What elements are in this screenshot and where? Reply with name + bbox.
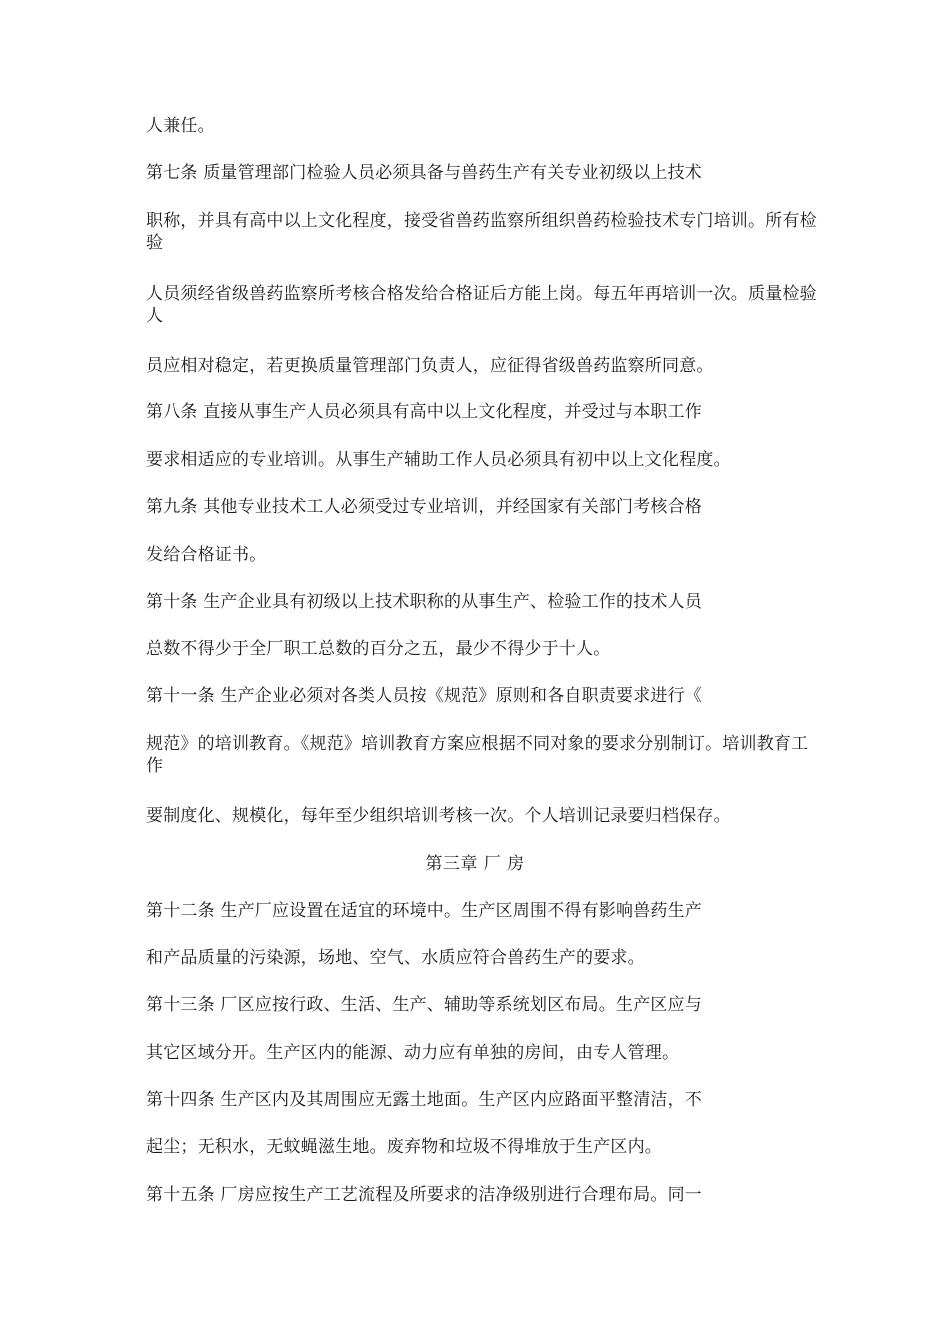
article-7-line-3: 人员须经省级兽药监察所考核合格发给合格证后方能上岗。每五年再培训一次。质量检验人 — [146, 284, 817, 326]
article-10-line-1: 第十条 生产企业具有初级以上技术职称的从事生产、检验工作的技术人员 — [146, 592, 703, 612]
article-15-line-1: 第十五条 厂房应按生产工艺流程及所要求的洁净级别进行合理布局。同一 — [146, 1185, 703, 1205]
article-7-line-2: 职称，并具有高中以上文化程度，接受省兽药监察所组织兽药检验技术专门培训。所有检验 — [146, 211, 817, 253]
article-10-line-2: 总数不得少于全厂职工总数的百分之五，最少不得少于十人。 — [146, 639, 611, 659]
article-12-line-2: 和产品质量的污染源，场地、空气、水质应符合兽药生产的要求。 — [146, 948, 645, 968]
article-8-line-1: 第八条 直接从事生产人员必须具有高中以上文化程度，并受过与本职工作 — [146, 402, 703, 422]
article-14-line-2: 起尘；无积水，无蚊蝇滋生地。废弃物和垃圾不得堆放于生产区内。 — [146, 1137, 662, 1157]
article-11-line-2: 规范》的培训教育。《规范》培训教育方案应根据不同对象的要求分别制订。培训教育工作 — [146, 734, 809, 776]
article-11-line-3: 要制度化、规模化，每年至少组织培训考核一次。个人培训记录要归档保存。 — [146, 806, 731, 826]
article-7-line-4: 员应相对稳定，若更换质量管理部门负责人，应征得省级兽药监察所同意。 — [146, 356, 714, 376]
article-9-line-1: 第九条 其他专业技术工人必须受过专业培训，并经国家有关部门考核合格 — [146, 497, 703, 517]
article-7-line-1: 第七条 质量管理部门检验人员必须具备与兽药生产有关专业初级以上技术 — [146, 163, 703, 183]
article-11-line-1: 第十一条 生产企业必须对各类人员按《规范》原则和各自职责要求进行《 — [146, 686, 703, 706]
article-9-line-2: 发给合格证书。 — [146, 545, 267, 565]
text-line: 人兼任。 — [146, 116, 215, 136]
article-8-line-2: 要求相适应的专业培训。从事生产辅助工作人员必须具有初中以上文化程度。 — [146, 450, 731, 470]
article-13-line-1: 第十三条 厂区应按行政、生活、生产、辅助等系统划区布局。生产区应与 — [146, 995, 703, 1015]
chapter-heading: 第三章 厂 房 — [425, 854, 525, 874]
article-14-line-1: 第十四条 生产区内及其周围应无露土地面。生产区内应路面平整清洁，不 — [146, 1090, 703, 1110]
article-12-line-1: 第十二条 生产厂应设置在适宜的环境中。生产区周围不得有影响兽药生产 — [146, 901, 703, 921]
article-13-line-2: 其它区域分开。生产区内的能源、动力应有单独的房间，由专人管理。 — [146, 1043, 680, 1063]
